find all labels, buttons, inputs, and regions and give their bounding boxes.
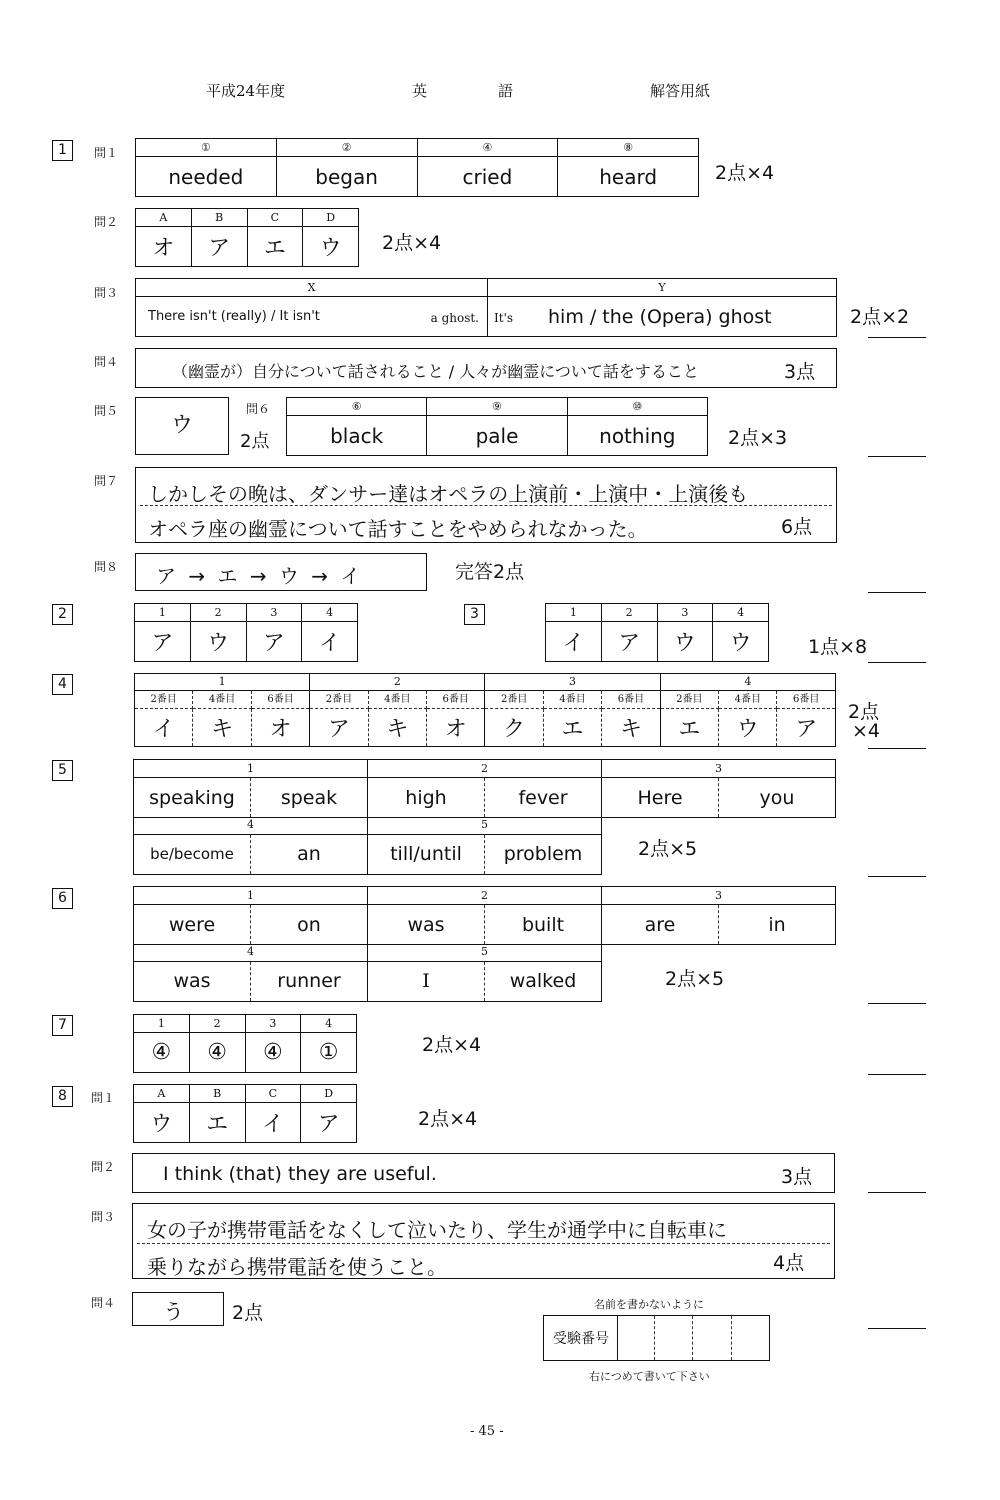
- q1-7-box: [135, 467, 837, 543]
- q1-1-answer: began: [276, 157, 417, 197]
- q7-answer: ④: [245, 1033, 301, 1073]
- q5-head: 5: [368, 817, 602, 834]
- q1-6-answer: pale: [427, 416, 567, 456]
- q1-8-label: 問８: [94, 560, 119, 574]
- q8-2-box: [132, 1153, 835, 1193]
- q1-3-table: [135, 278, 837, 337]
- q2-table: [134, 603, 358, 662]
- q6-answer: on: [251, 905, 368, 945]
- q4-answer: キ: [193, 709, 251, 747]
- q3-answer: ア: [601, 622, 657, 662]
- q3-head: 4: [713, 604, 769, 622]
- exam-number-label: 受験番号: [553, 1331, 609, 1347]
- q5-score: 2点×5: [638, 838, 698, 860]
- q1-1-table: [135, 138, 699, 197]
- q4-sub-head: 6番目: [777, 691, 836, 709]
- q4-sub-head: 2番目: [660, 691, 718, 709]
- q1-5-score: 2点: [240, 431, 270, 452]
- q2-answer: ウ: [190, 622, 246, 662]
- q1-1-answer: needed: [136, 157, 277, 197]
- q7-score: 2点×4: [422, 1034, 482, 1056]
- q8-number: 8: [52, 1086, 73, 1107]
- q8-1-label: 問１: [91, 1091, 116, 1105]
- q6-table-row1: [133, 886, 836, 945]
- header-year: 平成24年度: [206, 82, 286, 100]
- q6-answer: was: [134, 961, 251, 1001]
- q2-answer: ア: [135, 622, 191, 662]
- q8-4-score: 2点: [232, 1302, 264, 1324]
- q7-head: 2: [189, 1015, 245, 1033]
- exam-digit-divider: [692, 1316, 693, 1360]
- q4-group-head: 4: [660, 674, 835, 691]
- q8-3-box: [132, 1203, 835, 1279]
- q8-2-label: 問２: [91, 1160, 116, 1174]
- q1-6-head: ⑩: [567, 398, 707, 416]
- q8-1-answer: イ: [245, 1103, 301, 1143]
- q1-3-y-answer: him / the (Opera) ghost: [548, 306, 772, 328]
- q8-4-label: 問４: [91, 1296, 116, 1310]
- q1-2-label: 問２: [94, 215, 119, 229]
- q8-1-head: B: [189, 1085, 245, 1103]
- q1-1-head: ②: [276, 139, 417, 157]
- q6-answer: are: [602, 905, 719, 945]
- q1-8-box: [135, 553, 427, 591]
- q4-sub-head: 2番目: [485, 691, 543, 709]
- q1-6-score: 2点×3: [728, 427, 788, 449]
- q8-3-label: 問３: [91, 1210, 116, 1224]
- header-subject-b: 語: [498, 82, 514, 100]
- q3-head: 2: [601, 604, 657, 622]
- score-rule: [868, 456, 926, 457]
- q4-number: 4: [52, 674, 73, 695]
- q1-1-head: ①: [136, 139, 277, 157]
- q1-3-head-y: Y: [488, 279, 837, 297]
- q4-sub-head: 2番目: [310, 691, 368, 709]
- q2-answer: ア: [246, 622, 302, 662]
- q1-1-label: 問１: [94, 146, 119, 160]
- q4-answer: キ: [368, 709, 426, 747]
- q1-3-x-answer: There isn't (really) / It isn't: [148, 309, 320, 324]
- header-subject-a: 英: [412, 82, 428, 100]
- exam-digit-divider: [654, 1316, 655, 1360]
- q4-answer: オ: [427, 709, 485, 747]
- score-rule: [868, 1192, 926, 1193]
- q5-table-row1: [133, 759, 836, 818]
- q8-2-score: 3点: [781, 1166, 813, 1188]
- score-rule: [868, 662, 926, 663]
- q6-head: 1: [134, 887, 368, 905]
- q4-answer: オ: [251, 709, 309, 747]
- q8-3-divider: [137, 1243, 830, 1244]
- q8-4-answer: う: [163, 1300, 184, 1324]
- q3-table: [545, 603, 769, 662]
- q4-sub-head: 6番目: [251, 691, 309, 709]
- exam-number-divider: [617, 1316, 618, 1360]
- q2-head: 2: [190, 604, 246, 622]
- q1-2-head: D: [303, 209, 359, 227]
- q1-1-score: 2点×4: [715, 162, 775, 184]
- q4-answer: イ: [135, 709, 193, 747]
- q4-answer: ア: [777, 709, 836, 747]
- score-rule: [868, 1003, 926, 1004]
- q8-1-answer: ア: [301, 1103, 357, 1143]
- q4-sub-head: 6番目: [427, 691, 485, 709]
- q1-number: 1: [52, 140, 73, 161]
- q5-answer: speak: [251, 778, 368, 818]
- q7-table: [133, 1014, 357, 1073]
- q1-4-box: [135, 348, 837, 388]
- q8-1-head: C: [245, 1085, 301, 1103]
- q3-number: 3: [464, 604, 485, 625]
- q2-head: 3: [246, 604, 302, 622]
- q3-answer: ウ: [713, 622, 769, 662]
- q4-group-head: 3: [485, 674, 660, 691]
- q7-answer: ④: [189, 1033, 245, 1073]
- q1-6-table: [286, 397, 708, 456]
- q1-3-head-x: X: [136, 279, 488, 297]
- q2-head: 1: [135, 604, 191, 622]
- q6-head: 2: [368, 887, 602, 905]
- q7-head: 3: [245, 1015, 301, 1033]
- q4-sub-head: 2番目: [135, 691, 193, 709]
- q5-number: 5: [52, 760, 73, 781]
- q1-6-label: 問６: [246, 402, 271, 416]
- q1-2-answer: ウ: [303, 227, 359, 267]
- q1-2-answer: オ: [136, 227, 192, 267]
- q1-2-head: B: [191, 209, 247, 227]
- q6-number: 6: [52, 888, 73, 909]
- q1-3-label: 問３: [94, 286, 119, 300]
- q7-head: 4: [301, 1015, 357, 1033]
- q6-answer: were: [134, 905, 251, 945]
- q6-answer: I: [368, 961, 485, 1001]
- q6-answer: runner: [251, 961, 368, 1001]
- q2-head: 4: [302, 604, 358, 622]
- q1-2-score: 2点×4: [382, 232, 442, 254]
- q8-3-score: 4点: [773, 1252, 805, 1274]
- header-doc-title: 解答用紙: [650, 82, 711, 100]
- q4-sub-head: 4番目: [719, 691, 777, 709]
- q6-head: 3: [602, 887, 836, 905]
- q5-answer: an: [251, 834, 368, 874]
- q5-head: 3: [602, 760, 836, 778]
- q1-1-answer: heard: [558, 157, 699, 197]
- exam-note-top: 名前を書かないように: [594, 1298, 704, 1311]
- q5-answer: problem: [485, 834, 602, 874]
- q5-head: 2: [368, 760, 602, 778]
- exam-note-bottom: 右につめて書いて下さい: [589, 1370, 710, 1383]
- q1-6-head: ⑨: [427, 398, 567, 416]
- q5-answer: speaking: [134, 778, 251, 818]
- q1-2-answer: ア: [191, 227, 247, 267]
- q1-8-score: 完答2点: [455, 561, 525, 583]
- q8-3-line2: 乗りながら携帯電話を使うこと。: [147, 1255, 447, 1279]
- q1-7-divider: [140, 505, 832, 506]
- q1-5-label: 問５: [94, 404, 119, 418]
- q8-4-box: [132, 1292, 224, 1326]
- q5-head: 4: [134, 817, 368, 834]
- score-rule: [868, 592, 926, 593]
- q2-answer: イ: [302, 622, 358, 662]
- q8-1-answer: ウ: [134, 1103, 190, 1143]
- q4-answer: エ: [660, 709, 718, 747]
- q7-number: 7: [52, 1015, 73, 1036]
- q1-5-answer: ウ: [135, 397, 229, 455]
- q1-1-head: ⑧: [558, 139, 699, 157]
- score-rule: [868, 1328, 926, 1329]
- q5-answer: be/become: [134, 834, 251, 874]
- q6-head: 5: [368, 944, 602, 961]
- q4-sub-head: 6番目: [602, 691, 660, 709]
- q3-answer: ウ: [657, 622, 713, 662]
- q3-head: 1: [546, 604, 602, 622]
- q5-answer: till/until: [368, 834, 485, 874]
- exam-digit-divider: [731, 1316, 732, 1360]
- q5-table-row2: [133, 817, 602, 875]
- q5-answer: you: [719, 778, 836, 818]
- q1-3-x-ghost: a ghost.: [430, 311, 479, 325]
- q4-answer: ウ: [719, 709, 777, 747]
- q8-2-answer: I think (that) they are useful.: [163, 1163, 437, 1185]
- q6-answer: built: [485, 905, 602, 945]
- q5-answer: fever: [485, 778, 602, 818]
- q8-1-head: A: [134, 1085, 190, 1103]
- q1-1-answer: cried: [417, 157, 558, 197]
- q1-2-head: C: [247, 209, 303, 227]
- q4-group-head: 1: [135, 674, 310, 691]
- q6-answer: was: [368, 905, 485, 945]
- q1-8-answer: ア → エ → ウ → イ: [156, 564, 361, 588]
- q5-head: 1: [134, 760, 368, 778]
- q1-6-answer: nothing: [567, 416, 707, 456]
- q8-3-line1: 女の子が携帯電話をなくして泣いたり、学生が通学中に自転車に: [147, 1218, 727, 1242]
- q4-score-multiplier: ×4: [852, 720, 881, 742]
- q6-answer: in: [719, 905, 836, 945]
- page-number: - 45 -: [470, 1424, 504, 1439]
- q5-answer: Here: [602, 778, 719, 818]
- q1-4-score: 3点: [784, 361, 816, 383]
- score-rule: [868, 1074, 926, 1075]
- q1-4-label: 問４: [94, 355, 119, 369]
- q4-answer: キ: [602, 709, 660, 747]
- q3-head: 3: [657, 604, 713, 622]
- q3-answer: イ: [546, 622, 602, 662]
- q4-group-head: 2: [310, 674, 485, 691]
- q4-answer: ク: [485, 709, 543, 747]
- q1-7-label: 問７: [94, 474, 119, 488]
- q1-6-answer: black: [287, 416, 427, 456]
- q1-6-head: ⑥: [287, 398, 427, 416]
- q5-answer: high: [368, 778, 485, 818]
- q7-answer: ④: [134, 1033, 190, 1073]
- q1-1-head: ④: [417, 139, 558, 157]
- q4-sub-head: 4番目: [368, 691, 426, 709]
- q4-answer: エ: [543, 709, 601, 747]
- score-rule: [868, 748, 926, 749]
- q8-1-table: [133, 1084, 357, 1143]
- q1-3-score: 2点×2: [850, 306, 910, 328]
- q7-answer: ①: [301, 1033, 357, 1073]
- q6-head: 4: [134, 944, 368, 961]
- q3-score: 1点×8: [808, 636, 868, 658]
- q1-4-answer: （幽霊が）自分について話されること / 人々が幽霊について話をすること: [172, 362, 699, 381]
- q2-number: 2: [52, 604, 73, 625]
- q8-1-answer: エ: [189, 1103, 245, 1143]
- q4-score: 2点: [848, 701, 880, 723]
- exam-number-box: [543, 1315, 770, 1361]
- q1-2-answer: エ: [247, 227, 303, 267]
- q8-1-head: D: [301, 1085, 357, 1103]
- score-rule: [868, 876, 926, 877]
- q1-7-score: 6点: [781, 516, 813, 538]
- q4-table: [134, 673, 836, 747]
- q4-answer: ア: [310, 709, 368, 747]
- score-rule: [868, 337, 926, 338]
- q4-sub-head: 4番目: [543, 691, 601, 709]
- q7-head: 1: [134, 1015, 190, 1033]
- q1-7-line1: しかしその晩は、ダンサー達はオペラの上演前・上演中・上演後も: [148, 482, 749, 506]
- q4-sub-head: 4番目: [193, 691, 251, 709]
- q6-table-row2: [133, 944, 602, 1002]
- q1-3-y-prefix: It's: [494, 311, 514, 325]
- q6-score: 2点×5: [665, 968, 725, 990]
- q1-7-line2: オペラ座の幽霊について話すことをやめられなかった。: [148, 517, 648, 541]
- q6-answer: walked: [485, 961, 602, 1001]
- q1-2-head: A: [136, 209, 192, 227]
- q1-2-table: [135, 208, 359, 267]
- q8-1-score: 2点×4: [418, 1108, 478, 1130]
